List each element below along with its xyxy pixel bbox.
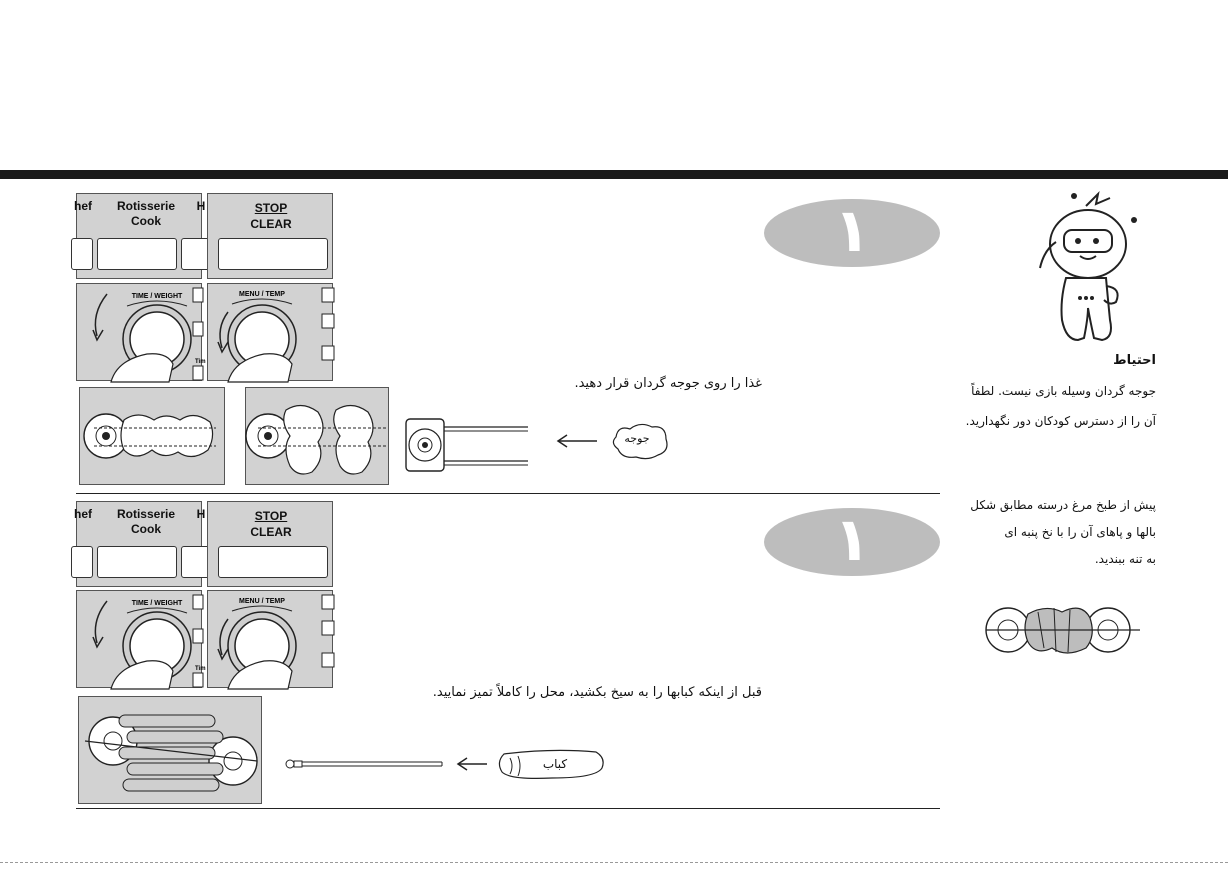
menu-temp-dial-illustration <box>208 591 334 689</box>
time-weight-dial-illustration <box>77 591 206 689</box>
step-1-section <box>0 185 960 495</box>
rotisserie-button-panel <box>74 193 206 279</box>
rotisserie-label: Rotisserie Cook <box>116 199 176 228</box>
chicken-food-label: جوجه <box>624 432 650 445</box>
dial-side-text: Tim <box>195 359 206 365</box>
time-weight-dial-panel-2 <box>76 590 206 688</box>
stop-clear-button[interactable] <box>218 238 328 270</box>
partial-button-label-right: H <box>196 199 206 213</box>
time-weight-dial-illustration <box>77 284 206 382</box>
stop-clear-panel-2 <box>207 501 333 587</box>
step-1-instruction: غذا را روی جوجه گردان قرار دهید. <box>574 376 762 391</box>
clear-label: CLEAR <box>250 217 292 231</box>
spit-illustration <box>402 415 530 475</box>
partial-button-label-left: hef <box>74 199 92 213</box>
tip-text-line-1: پیش از طبخ مرغ درسته مطابق شکل <box>970 498 1156 512</box>
menu-temp-dial-panel-2 <box>207 590 333 688</box>
side-button-left <box>71 546 93 578</box>
step-2-section <box>0 494 960 814</box>
step-number-1: ۱ <box>833 196 871 266</box>
stop-label: STOP <box>254 509 288 523</box>
menu-temp-dial-illustration <box>208 284 334 382</box>
caution-text-line-1: جوجه گردان وسیله بازی نیست. لطفاً <box>971 384 1156 398</box>
step-number-2: ۱ <box>833 505 871 575</box>
rotisserie-label: Rotisserie Cook <box>116 507 176 536</box>
dial-right-label: MENU / TEMP <box>239 598 285 605</box>
kebab-food-label: کباب <box>542 757 568 771</box>
mascot-icon <box>1026 190 1146 350</box>
rotisserie-cook-button[interactable] <box>97 238 177 270</box>
chicken-spit-image-2 <box>245 387 389 485</box>
dial-left-label: TIME / WEIGHT <box>131 600 183 607</box>
partial-button-label-right: H <box>196 507 206 521</box>
rotisserie-cook-button[interactable] <box>97 546 177 578</box>
dial-left-label: TIME / WEIGHT <box>131 293 183 300</box>
caution-title: احتیاط <box>1113 353 1156 368</box>
step-separator-2 <box>76 808 940 809</box>
step-2-instruction: قبل از اینکه کبابها را به سیخ بکشید، محل را کاملاً تمیز نمایید. <box>432 685 762 700</box>
arrow-left-icon <box>555 433 599 449</box>
dial-right-label: MENU / TEMP <box>239 291 285 298</box>
trussed-chicken-icon <box>986 596 1144 664</box>
stop-clear-panel <box>207 193 333 279</box>
clear-label: CLEAR <box>250 525 292 539</box>
partial-button-label-left: hef <box>74 507 92 521</box>
stop-clear-button[interactable] <box>218 546 328 578</box>
chicken-spit-image-1 <box>79 387 225 485</box>
dial-side-text: Tim <box>195 666 206 672</box>
tip-text-line-3: به تنه ببندید. <box>1094 552 1156 566</box>
menu-temp-dial-panel <box>207 283 333 381</box>
skewer-illustration <box>282 756 446 772</box>
time-weight-dial-panel <box>76 283 206 381</box>
header-rule <box>0 170 1228 179</box>
footer-dashed-line <box>0 862 1228 863</box>
tip-text-line-2: بالها و پاهای آن را با نخ پنبه ای <box>1004 525 1156 539</box>
side-button-left <box>71 238 93 270</box>
stop-label: STOP <box>254 201 288 215</box>
kebab-basket-image <box>78 696 262 804</box>
caution-text-line-2: آن را از دسترس کودکان دور نگهدارید. <box>965 414 1156 428</box>
arrow-left-icon <box>455 756 489 772</box>
rotisserie-button-panel-2 <box>74 501 206 587</box>
